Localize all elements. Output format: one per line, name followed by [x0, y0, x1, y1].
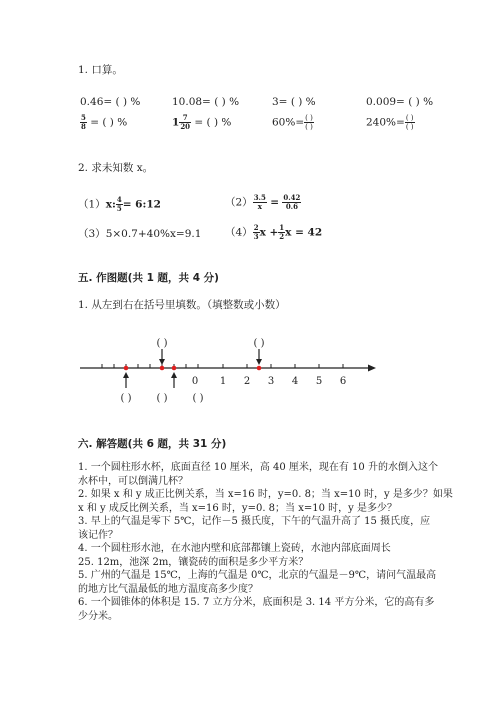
- tick-label-2: 2: [243, 376, 251, 387]
- red-point-3: [172, 366, 177, 371]
- s6-questions: [78, 461, 453, 623]
- s6-line: x 和 y 成反比例关系，当 x=16 时，y=0. 8；当 x=10 时，y 是多少？: [78, 502, 397, 514]
- s6-line: 6. 一个圆锥体的体积是 15. 7 立方分米，底面积是 3. 14 平方分米，它的高有多: [78, 597, 435, 608]
- s6-line: 25. 12m，池深 2m，镶瓷砖的面积是多少平方米？: [78, 556, 309, 568]
- s6-line: 3. 早上的气温是零下 5℃，记作－5 摄氏度，下午的气温升高了 15 摄氏度，应: [78, 516, 431, 527]
- number-line: [70, 330, 390, 410]
- q1-item-4: 0.009= ( ) %: [366, 96, 434, 108]
- down-arrow-icon: [159, 349, 165, 365]
- q2-item-4: （4） $\frac{2}{3}$ x + $\frac{1}{2}$ x = 42: [225, 223, 323, 241]
- section-6-title: 六. 解答题(共 6 题，共 31 分): [78, 438, 227, 450]
- section-5-title: 五. 作图题(共 1 题，共 4 分): [78, 272, 219, 284]
- red-point-2: [160, 366, 165, 371]
- tick-label-4: 4: [291, 376, 299, 387]
- s6-line: 1. 一个圆柱形水杯，底面直径 10 厘米，高 40 厘米，现在有 10 升的水倒入这个: [78, 462, 438, 473]
- q1-item-5: $\frac{5}{8}$ = ( ) %: [81, 113, 128, 131]
- s6-line: 水杯中，可以倒满几杯？: [78, 475, 188, 487]
- number-line-arrowhead: [368, 365, 376, 372]
- top-blank-1: ( ): [156, 338, 168, 349]
- top-blank-2: ( ): [253, 338, 265, 349]
- s5-q1-text: 1. 从左到右在括号里填数。（填整数或小数）: [78, 299, 286, 311]
- up-arrow-icon: [123, 372, 129, 388]
- minor-ticks: [102, 364, 343, 368]
- down-arrow-icon: [256, 349, 262, 365]
- q1-item-6: 1 $\frac{7}{20}$ = ( ) %: [172, 113, 232, 131]
- bottom-blank-2: ( ): [156, 393, 168, 404]
- q2-item-2: （2） $\frac{3.5}{x}$ = $\frac{0.42}{0.6}$: [225, 193, 301, 211]
- red-point-1: [124, 366, 129, 371]
- s6-line: 的地方比气温最低的地方温度高多少度？: [78, 583, 258, 595]
- tick-label-5: 5: [315, 376, 323, 387]
- q2-item-1: （1）x: $\frac{4}{5}$ = 6:12: [78, 195, 161, 213]
- q2-heading: 2. 求未知数 x。: [78, 162, 154, 174]
- tick-label-1: 1: [219, 376, 227, 387]
- s6-line: 2. 如果 x 和 y 成正比例关系，当 x=16 时，y=0. 8；当 x=10 时，y 是多少？如果: [78, 489, 453, 500]
- tick-label-3: 3: [267, 376, 275, 387]
- q1-item-8: 240%= $\frac{( )}{( )}$: [366, 114, 414, 131]
- tick-label-6: 6: [339, 376, 347, 387]
- q1-item-7: 60%= $\frac{( )}{( )}$: [272, 114, 313, 131]
- q1-item-3: 3= ( ) %: [272, 96, 316, 108]
- s6-line: 5. 广州的气温是 15℃，上海的气温是 0℃，北京的气温是－9℃，请问气温最高: [78, 570, 437, 581]
- tick-label-0: 0: [191, 376, 199, 387]
- bottom-blank-1: ( ): [120, 393, 132, 404]
- bottom-blank-3: ( ): [192, 393, 204, 404]
- s6-line: 该记作？: [78, 529, 118, 541]
- s6-line: 4. 一个圆柱形水池，在水池内壁和底部都镶上瓷砖，水池内部底面周长: [78, 543, 391, 554]
- q2-item-3: （3）5×0.7+40%x=9.1: [78, 228, 202, 240]
- red-point-4: [257, 366, 262, 371]
- up-arrow-icon: [171, 372, 177, 388]
- q1-heading: 1. 口算。: [78, 64, 123, 76]
- s6-line: 少分米。: [78, 610, 118, 622]
- q1-item-1: 0.46= ( ) %: [80, 96, 141, 108]
- q1-item-2: 10.08= ( ) %: [172, 96, 240, 108]
